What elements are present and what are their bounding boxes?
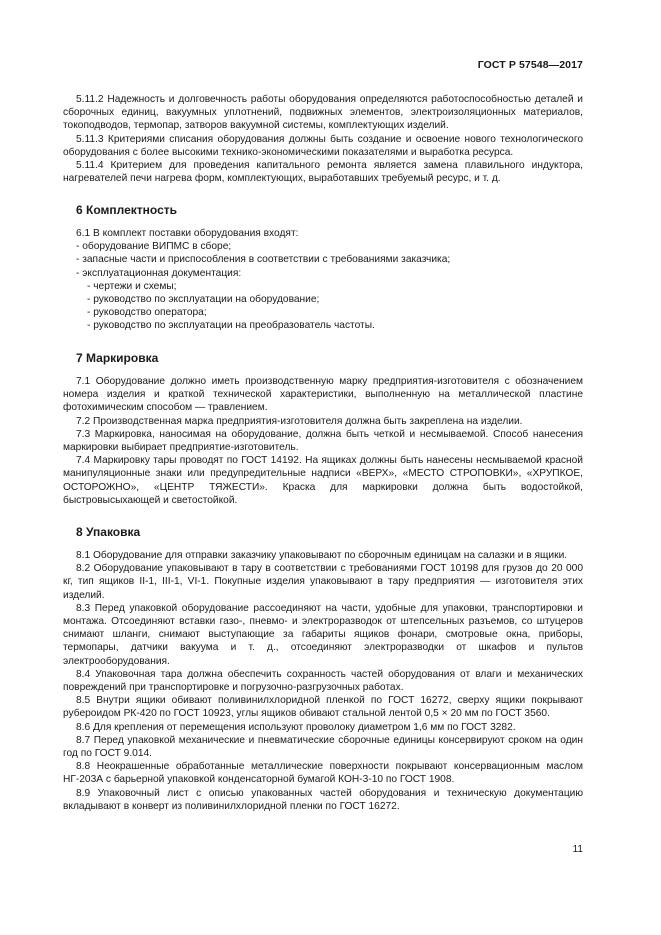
paragraph-8-3: 8.3 Перед упаковкой оборудование рассоединяют на части, удобные для упаковки, транспортировки и монтажа. Отсоединяют вставки газо-, пневмо- и электроразводок от штепсельных разъемов, со штуцеров снимают шланги, снимают выступающие за габариты ящиков фонари, смотровые окна, приборы, термопары, датчики вакуума и т. д., отсоединяют электроразводки от шкафов и пультов электрооборудования. xyxy=(63,602,583,667)
list-item: - эксплуатационная документация: xyxy=(76,267,242,279)
section8-body xyxy=(63,549,583,813)
paragraph-8-9: 8.9 Упаковочный лист с описью упакованных частей оборудования и техническую документацию вкладывают в конверт из поливинилхлоридной пленки по ГОСТ 16272. xyxy=(63,787,583,812)
sub-list-item: - руководство по эксплуатации на оборудование; xyxy=(87,294,320,306)
section6-list xyxy=(76,227,450,333)
list-item: - оборудование ВИПМС в сборе; xyxy=(76,241,232,253)
section7-heading: 7 Маркировка xyxy=(76,351,159,365)
paragraph-7-4: 7.4 Маркировку тары проводят по ГОСТ 14192. На ящиках должны быть нанесены несмываемой красной манипуляционные знаки или предупредительные надписи «ВЕРХ», «МЕСТО СТРОПОВКИ», «ХРУПКОЕ, ОСТОРОЖНО», «ЦЕНТР ТЯЖЕСТИ». Краска для маркировки должна быть водостойкой, быстровысыхающей и светостойкой. xyxy=(63,455,583,506)
section7-body xyxy=(63,375,583,507)
section5-tail xyxy=(63,93,583,185)
paragraph-8-1: 8.1 Оборудование для отправки заказчику упаковывают по сборочным единицам на салазки и в ящики. xyxy=(76,550,568,561)
paragraph-8-5: 8.5 Внутри ящики обивают поливинилхлоридной пленкой по ГОСТ 16272, сверху ящики покрывают рубероидом РК-420 по ГОСТ 10923, углы ящиков обивают стальной лентой 0,5 × 20 мм по ГОСТ 3560. xyxy=(63,695,583,720)
sub-list-item: - чертежи и схемы; xyxy=(87,280,177,292)
paragraph-7-3: 7.3 Маркировка, наносимая на оборудование, должна быть четкой и несмываемой. Способ нанесения маркировки выбирает предприятие-изготовитель. xyxy=(63,428,583,454)
section8-heading: 8 Упаковка xyxy=(76,525,141,539)
paragraph-5-11-3: 5.11.3 Критериями списания оборудования должны быть создание и освоение нового технологического оборудования с более высокими технико-экономическими показателями и выработка ресурса. xyxy=(63,133,583,158)
paragraph-8-4: 8.4 Упаковочная тара должна обеспечить сохранность частей оборудования от влаги и механических повреждений при транспортировке и погрузочно-разгрузочных работах. xyxy=(63,668,583,694)
standard-header: ГОСТ Р 57548—2017 xyxy=(477,59,583,71)
section6-heading: 6 Комплектность xyxy=(76,203,177,217)
sub-list-item: - руководство по эксплуатации на преобразователь частоты. xyxy=(87,320,375,332)
paragraph-5-11-4: 5.11.4 Критерием для проведения капитального ремонта является замена плавильного индуктора, нагревателей печи нагрева форм, комплектующих, выработавших требуемый ресурс, и т. д. xyxy=(63,160,583,185)
paragraph-7-1: 7.1 Оборудование должно иметь производственную марку предприятия-изготовителя с обозначением номера изделия и краткой технической характеристики, выполненную на металлической пластине фотохимическим способом — травлением. xyxy=(63,376,583,414)
paragraph-8-8: 8.8 Неокрашенные обработанные металлические поверхности покрывают консервационным маслом НГ-203А с барьерной упаковкой конденсаторной бумагой КОН-3-10 по ГОСТ 1908. xyxy=(63,761,583,786)
paragraph-8-2: 8.2 Оборудование упаковывают в тару в соответствии с требованиями ГОСТ 10198 для грузов до 20 000 кг, тип ящиков II-1, III-1, VI-1. Покупные изделия упаковывают в тару предприятия — изготовителя этих изделий. xyxy=(63,563,583,601)
page-number: 11 xyxy=(572,844,583,855)
paragraph-8-6: 8.6 Для крепления от перемещения используют проволоку диаметром 1,6 мм по ГОСТ 3282. xyxy=(76,721,516,733)
sub-list-item: - руководство оператора; xyxy=(87,307,207,319)
paragraph-5-11-2: 5.11.2 Надежность и долговечность работы оборудования определяются работоспособностью деталей и сборочных единиц, вакуумных уплотнений, подвижных элементов, электроизоляционных материалов, токоподводов, термопар, затворов вакуумной системы, комплектующих изделий. xyxy=(63,94,583,132)
paragraph-7-2: 7.2 Производственная марка предприятия-изготовителя должна быть закреплена на изделии. xyxy=(76,415,523,427)
section6-intro: 6.1 В комплект поставки оборудования входят: xyxy=(76,228,299,239)
list-item: - запасные части и приспособления в соответствии с требованиями заказчика; xyxy=(76,254,451,266)
paragraph-8-7: 8.7 Перед упаковкой механические и пневматические сборочные единицы консервируют сроком на один год по ГОСТ 9.014. xyxy=(63,734,583,760)
